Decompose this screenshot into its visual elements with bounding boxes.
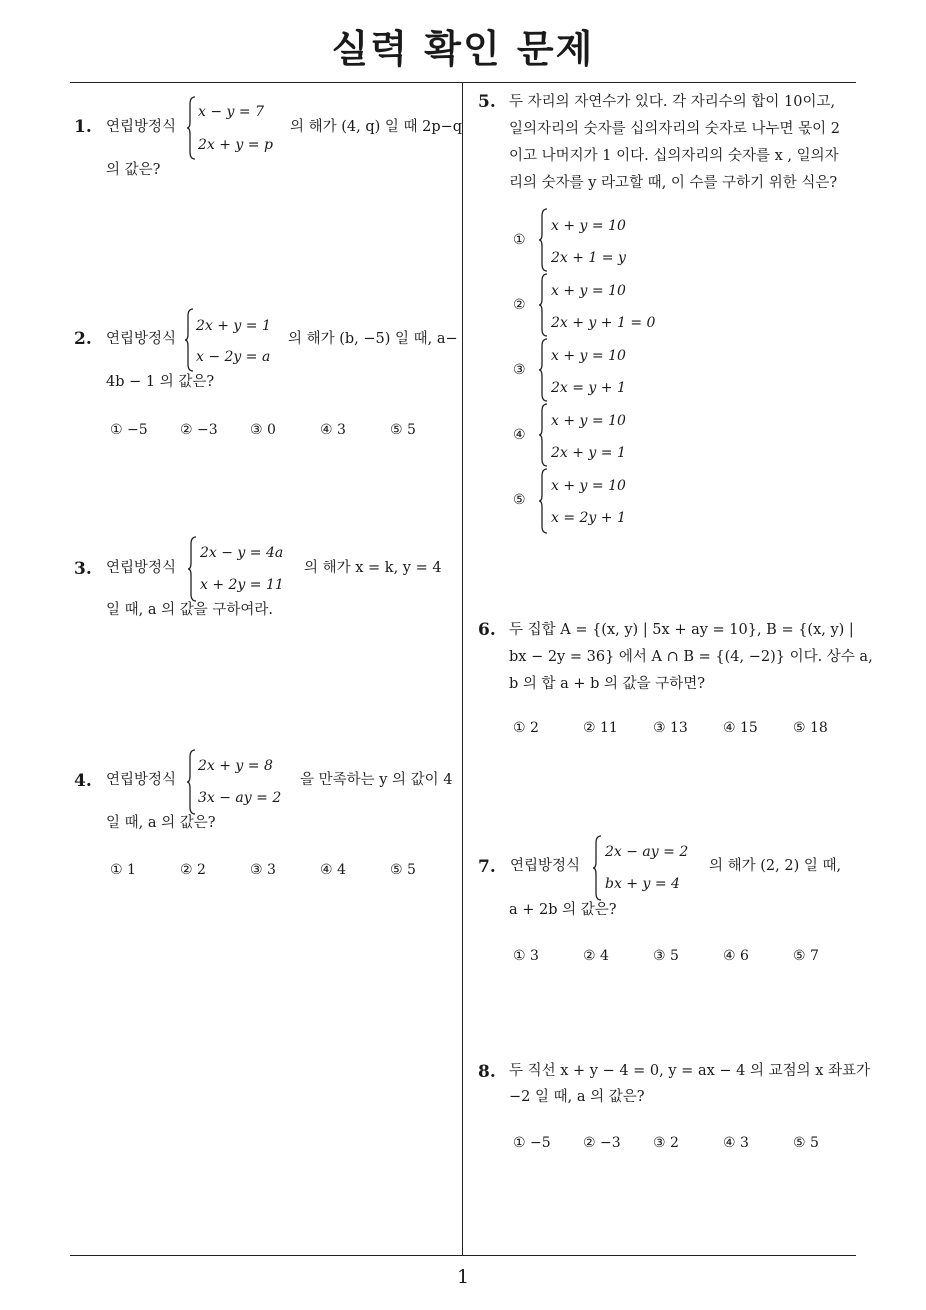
choice-4[interactable]: ④ 6 [723, 948, 749, 964]
question-number: 1. [74, 117, 92, 137]
question-number: 2. [74, 329, 92, 349]
choice-5[interactable]: ⑤ 18 [793, 720, 828, 736]
question-tail: 의 해가 (2, 2) 일 때, [709, 858, 842, 874]
choice-2[interactable]: ② 2 [180, 862, 206, 878]
option-mark: ① [513, 232, 526, 248]
system-brace [184, 308, 193, 372]
choice-3[interactable]: ③ 13 [653, 720, 688, 736]
footer-rule [70, 1255, 856, 1256]
equation-1: x + y = 10 [551, 348, 626, 364]
page-number: 1 [456, 1266, 470, 1288]
question-line-4: 리의 숫자를 y 라고할 때, 이 수를 구하기 위한 식은? [509, 175, 838, 191]
system-brace [186, 749, 195, 815]
question-line-2: bx − 2y = 36} 에서 A ∩ B = {(4, −2)} 이다. 상수 a, [509, 649, 873, 665]
question-line-2: 일 때, a 의 값을 구하여라. [106, 602, 273, 618]
question-lead: 연립방정식 [106, 772, 177, 788]
question-line-1: 두 자리의 자연수가 있다. 각 자리수의 합이 10이고, [509, 94, 836, 110]
choice-1[interactable]: ① −5 [110, 422, 148, 438]
equation-1: x + y = 10 [551, 413, 626, 429]
question-line-1: 두 집합 A = {(x, y) | 5x + ay = 10}, B = {(x, y) | [509, 622, 854, 638]
choice-3[interactable]: ③ 5 [653, 948, 679, 964]
system-brace [592, 835, 601, 901]
question-number: 4. [74, 771, 92, 791]
question-line-2: a + 2b 의 값은? [509, 902, 617, 918]
choice-4[interactable]: ④ 4 [320, 862, 346, 878]
question-tail: 의 해가 x = k, y = 4 [304, 560, 442, 576]
equation-2: 2x + 1 = y [551, 250, 626, 266]
column-divider [462, 82, 463, 1255]
equation-2: bx + y = 4 [605, 876, 680, 892]
question-line-2: 일 때, a 의 값은? [106, 815, 216, 831]
choice-5[interactable]: ⑤ 7 [793, 948, 819, 964]
question-number: 8. [478, 1062, 496, 1082]
system-brace [187, 536, 196, 602]
choice-4[interactable]: ④ 3 [723, 1135, 749, 1151]
question-tail: 의 해가 (4, q) 일 때 2p−q [290, 119, 463, 135]
question-lead: 연립방정식 [510, 858, 581, 874]
equation-1: x + y = 10 [551, 478, 626, 494]
equation-2: x = 2y + 1 [551, 510, 626, 526]
choice-1[interactable]: ① 2 [513, 720, 539, 736]
equation-2: 2x = y + 1 [551, 380, 626, 396]
system-brace [538, 468, 547, 534]
choice-1[interactable]: ① 3 [513, 948, 539, 964]
equation-1: 2x − ay = 2 [605, 844, 689, 860]
choice-4[interactable]: ④ 3 [320, 422, 346, 438]
choice-2[interactable]: ② 4 [583, 948, 609, 964]
system-brace [538, 208, 547, 272]
option-mark: ③ [513, 362, 526, 378]
question-line-2: 4b − 1 의 값은? [106, 374, 215, 390]
system-brace [538, 273, 547, 337]
choice-5[interactable]: ⑤ 5 [390, 422, 416, 438]
question-line-3: b 의 합 a + b 의 값을 구하면? [509, 676, 706, 692]
choice-5[interactable]: ⑤ 5 [390, 862, 416, 878]
choice-5[interactable]: ⑤ 5 [793, 1135, 819, 1151]
question-line-1: 두 직선 x + y − 4 = 0, y = ax − 4 의 교점의 x 좌표가 [509, 1063, 871, 1079]
choice-3[interactable]: ③ 2 [653, 1135, 679, 1151]
question-number: 5. [478, 92, 496, 112]
choice-2[interactable]: ② 11 [583, 720, 618, 736]
equation-1: 2x − y = 4a [200, 545, 284, 561]
choice-4[interactable]: ④ 15 [723, 720, 758, 736]
equation-2: x + 2y = 11 [200, 577, 284, 593]
system-brace [538, 338, 547, 402]
system-brace [186, 96, 195, 160]
choice-1[interactable]: ① 1 [110, 862, 136, 878]
question-lead: 연립방정식 [106, 560, 177, 576]
question-tail: 의 해가 (b, −5) 일 때, a− [288, 331, 458, 347]
option-mark: ② [513, 297, 526, 313]
equation-2: 3x − ay = 2 [198, 790, 282, 806]
option-mark: ④ [513, 427, 526, 443]
option-mark: ⑤ [513, 492, 526, 508]
choice-2[interactable]: ② −3 [180, 422, 218, 438]
question-lead: 연립방정식 [106, 119, 177, 135]
question-line-3: 이고 나머지가 1 이다. 십의자리의 숫자를 x , 일의자 [509, 148, 839, 164]
equation-1: x + y = 10 [551, 283, 626, 299]
choice-2[interactable]: ② −3 [583, 1135, 621, 1151]
equation-2: 2x + y = 1 [551, 445, 626, 461]
equation-1: 2x + y = 8 [198, 758, 273, 774]
equation-2: 2x + y + 1 = 0 [551, 315, 656, 331]
choice-3[interactable]: ③ 3 [250, 862, 276, 878]
header-rule [70, 82, 856, 83]
question-line-2: −2 일 때, a 의 값은? [509, 1089, 645, 1105]
choice-1[interactable]: ① −5 [513, 1135, 551, 1151]
equation-1: x − y = 7 [198, 104, 264, 120]
question-number: 7. [478, 857, 496, 877]
page-title: 실력 확인 문제 [331, 27, 595, 71]
question-number: 6. [478, 620, 496, 640]
question-tail: 을 만족하는 y 의 값이 4 [300, 772, 453, 788]
equation-2: 2x + y = p [198, 137, 273, 153]
system-brace [538, 403, 547, 467]
question-line-2: 의 값은? [106, 162, 161, 178]
equation-2: x − 2y = a [196, 349, 271, 365]
question-lead: 연립방정식 [106, 331, 177, 347]
question-line-2: 일의자리의 숫자를 십의자리의 숫자로 나누면 몫이 2 [509, 121, 841, 137]
equation-1: 2x + y = 1 [196, 318, 271, 334]
equation-1: x + y = 10 [551, 218, 626, 234]
question-number: 3. [74, 559, 92, 579]
choice-3[interactable]: ③ 0 [250, 422, 276, 438]
